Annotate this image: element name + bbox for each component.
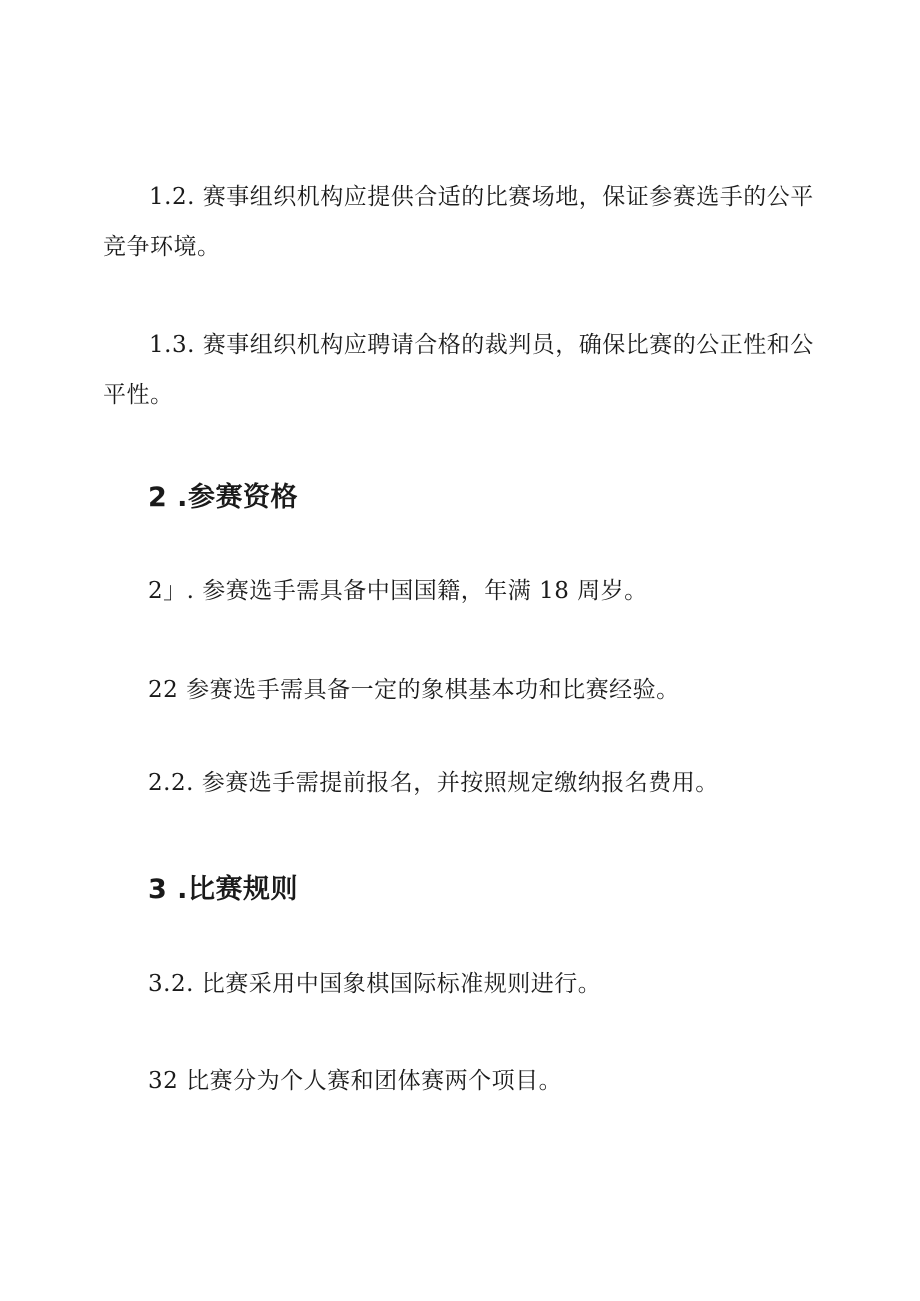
section-heading-rules: 3 .比赛规则 (148, 874, 298, 905)
section-heading-eligibility: 2 .参赛资格 (148, 482, 298, 513)
paragraph-1-2: 1.2. 赛事组织机构应提供合适的比赛场地，保证参赛选手的公平竞争环境。 (103, 184, 814, 260)
list-item-2-1: 2」. 参赛选手需具备中国国籍，年满 18 周岁。 (148, 578, 648, 604)
list-item-3-2: 32 比赛分为个人赛和团体赛两个项目。 (148, 1068, 563, 1094)
paragraph-1-3: 1.3. 赛事组织机构应聘请合格的裁判员，确保比赛的公正性和公平性。 (103, 332, 814, 408)
list-item-3-1: 3.2. 比赛采用中国象棋国际标准规则进行。 (148, 971, 602, 997)
list-item-2-2: 22 参赛选手需具备一定的象棋基本功和比赛经验。 (148, 677, 680, 703)
list-item-2-3: 2.2. 参赛选手需提前报名，并按照规定缴纳报名费用。 (148, 770, 719, 796)
